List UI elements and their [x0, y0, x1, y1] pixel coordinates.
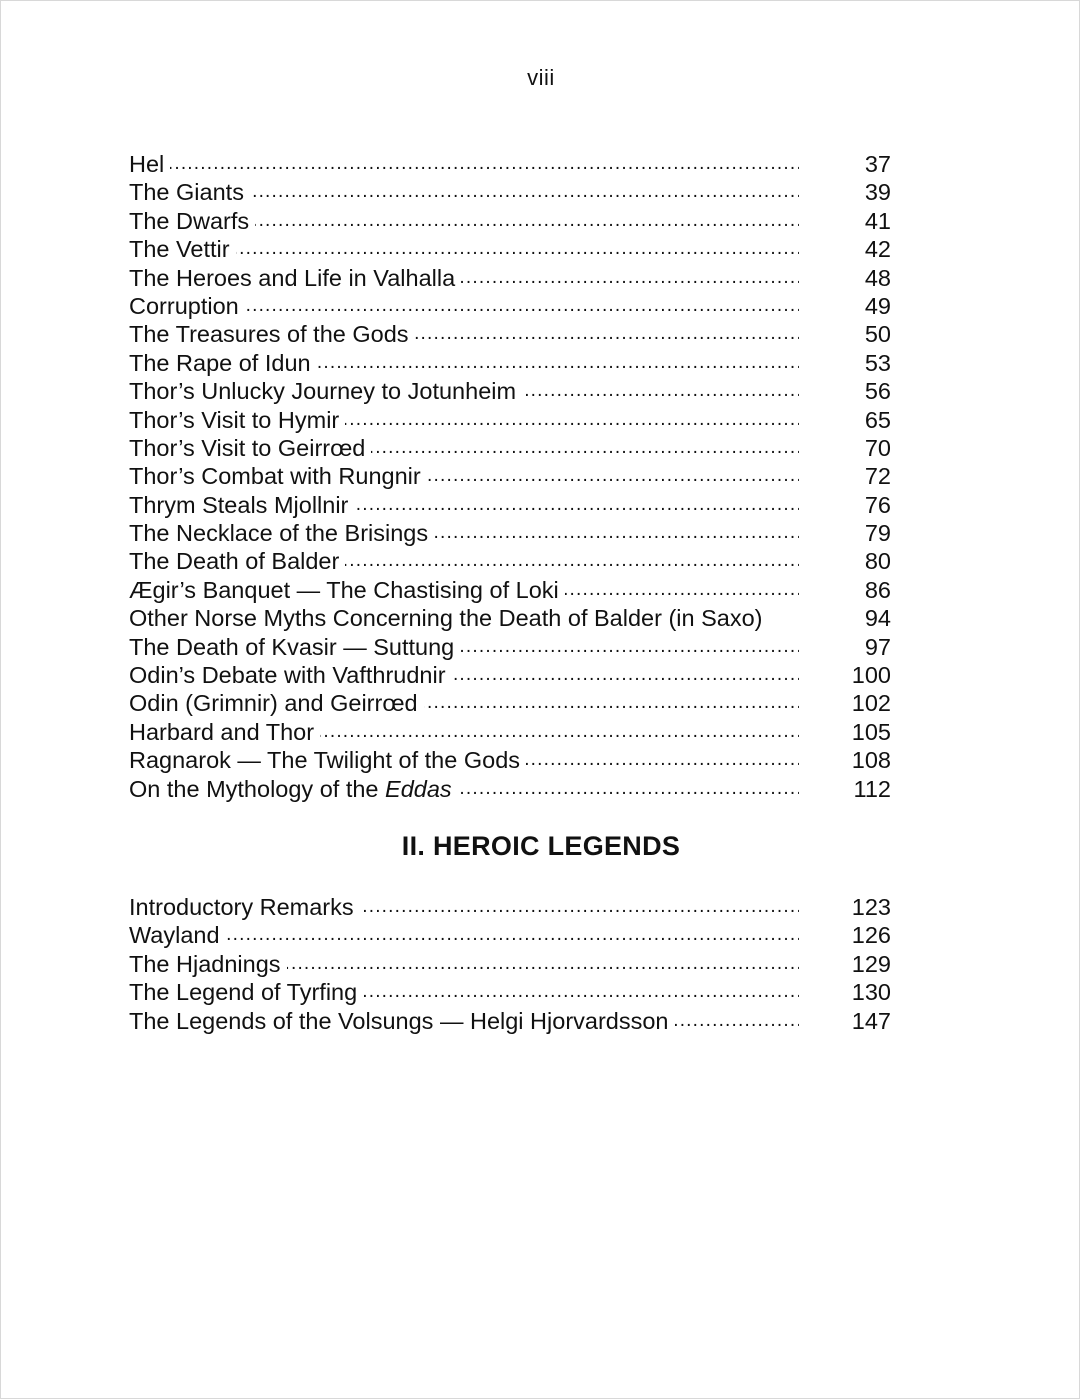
toc-entry-page: 97	[864, 633, 891, 660]
toc-entry-page: 80	[864, 548, 891, 575]
toc-entry-page: 108	[851, 747, 891, 774]
toc-entry-page: 53	[864, 349, 891, 376]
toc-entry[interactable]	[129, 1007, 891, 1035]
section-heading: II. HEROIC LEGENDS	[401, 831, 681, 861]
dot-leader	[129, 150, 799, 178]
toc-entry-title: Introductory Remarks	[129, 894, 360, 920]
toc-entry-title: Ragnarok — The Twilight of the Gods	[129, 747, 526, 773]
toc-entry-page: 130	[851, 979, 891, 1006]
toc-entry[interactable]	[129, 576, 891, 604]
toc-entry[interactable]	[129, 746, 891, 774]
page-number: viii	[527, 65, 555, 90]
toc-entry[interactable]	[129, 950, 891, 978]
toc-entry[interactable]	[129, 661, 891, 689]
toc-entry[interactable]	[129, 235, 891, 263]
toc-entry-page: 76	[864, 491, 891, 518]
toc-entry-title: The Heroes and Life in Valhalla	[129, 265, 461, 291]
toc-entry[interactable]	[129, 264, 891, 292]
toc-entry-page: 105	[851, 718, 891, 745]
toc-entry-title: The Legend of Tyrfing	[129, 979, 363, 1005]
toc-entry-page: 39	[864, 179, 891, 206]
toc-entry-title: Thrym Steals Mjollnir	[129, 492, 354, 518]
toc-entry[interactable]	[129, 547, 891, 575]
toc-entry-page: 100	[851, 662, 891, 689]
toc-entry[interactable]	[129, 207, 891, 235]
toc-entry-title-prefix: On the Mythology of the	[129, 775, 386, 802]
toc-entry[interactable]	[129, 491, 891, 519]
toc-entry-page: 48	[864, 264, 891, 291]
toc-entry-page: 37	[864, 151, 891, 177]
toc-entry[interactable]	[129, 775, 891, 803]
toc-entry-page: 126	[851, 922, 891, 949]
toc-entry[interactable]	[129, 349, 891, 377]
toc-entry[interactable]	[129, 633, 891, 661]
toc-entry-page: 42	[864, 236, 891, 263]
toc-entry[interactable]	[129, 406, 891, 434]
toc-entry-title: Odin (Grimnir) and Geirrœd	[129, 690, 424, 716]
toc-entry-page: 50	[864, 321, 891, 348]
toc-entry-title: Thor’s Unlucky Journey to Jotunheim	[129, 378, 522, 404]
toc-entry-title: The Hjadnings	[129, 951, 287, 977]
toc-entry-title: The Giants	[129, 179, 250, 205]
toc-entry-page: 129	[851, 950, 891, 977]
toc-entry-page: 86	[864, 576, 891, 603]
toc-entry-title: The Vettir	[129, 236, 236, 262]
toc-entry[interactable]	[129, 978, 891, 1006]
toc-entry-page: 112	[853, 775, 891, 802]
toc-entry[interactable]	[129, 462, 891, 490]
toc-entry-title: Thor’s Visit to Hymir	[129, 407, 345, 433]
toc-entry-title: Thor’s Combat with Rungnir	[129, 463, 427, 489]
toc-entry-page: 147	[851, 1007, 891, 1034]
toc-entry-title: Wayland	[129, 922, 226, 948]
toc-entry[interactable]	[129, 604, 891, 632]
toc-entry-page: 123	[851, 894, 891, 920]
toc-entry[interactable]	[129, 292, 891, 320]
toc-entry-title: Ægir’s Banquet — The Chastising of Loki	[129, 577, 565, 603]
toc-entry[interactable]	[129, 320, 891, 348]
toc-entry-title: The Death of Balder	[129, 548, 345, 574]
toc-entry-title: The Necklace of the Brisings	[129, 520, 434, 546]
toc-entry[interactable]	[129, 150, 891, 178]
toc-entry[interactable]	[129, 434, 891, 462]
dot-leader	[129, 921, 799, 949]
toc-entry[interactable]	[129, 519, 891, 547]
toc-entry-title: Thor’s Visit to Geirrœd	[129, 435, 371, 461]
toc-entry[interactable]	[129, 893, 891, 921]
toc-entry[interactable]	[129, 718, 891, 746]
toc-entry[interactable]	[129, 689, 891, 717]
toc-list	[129, 150, 891, 803]
toc-entry[interactable]	[129, 178, 891, 206]
toc-entry-title: The Treasures of the Gods	[129, 321, 415, 347]
toc-entry-page: 70	[864, 434, 891, 461]
toc-entry-title: The Dwarfs	[129, 208, 255, 234]
toc-entry-title: The Rape of Idun	[129, 350, 317, 376]
toc-entry[interactable]	[129, 377, 891, 405]
toc-entry-title-italic: Eddas	[385, 775, 452, 802]
toc-entry-page: 102	[851, 690, 891, 717]
toc-entry-page: 49	[864, 292, 891, 319]
toc-entry-page: 56	[864, 378, 891, 405]
toc-entry-page: 79	[864, 520, 891, 547]
toc-entry-title: The Legends of the Volsungs — Helgi Hjorvardsson	[129, 1008, 675, 1034]
toc-entry-title	[129, 776, 458, 802]
toc-entry-title: Hel	[129, 151, 170, 177]
toc-entry[interactable]	[129, 921, 891, 949]
toc-entry-title: Corruption	[129, 293, 245, 319]
toc-entry-page: 72	[864, 463, 891, 490]
toc-entry-title: Other Norse Myths Concerning the Death of Balder (in Saxo)	[129, 605, 769, 631]
toc-entry-title: Harbard and Thor	[129, 719, 320, 745]
toc-entry-page: 94	[864, 605, 891, 632]
toc-list-heroic-legends	[129, 893, 891, 1035]
toc-entry-title: The Death of Kvasir — Suttung	[129, 634, 460, 660]
toc-entry-page: 65	[864, 406, 891, 433]
toc-entry-page: 41	[864, 207, 891, 234]
toc-entry-title: Odin’s Debate with Vafthrudnir	[129, 662, 452, 688]
